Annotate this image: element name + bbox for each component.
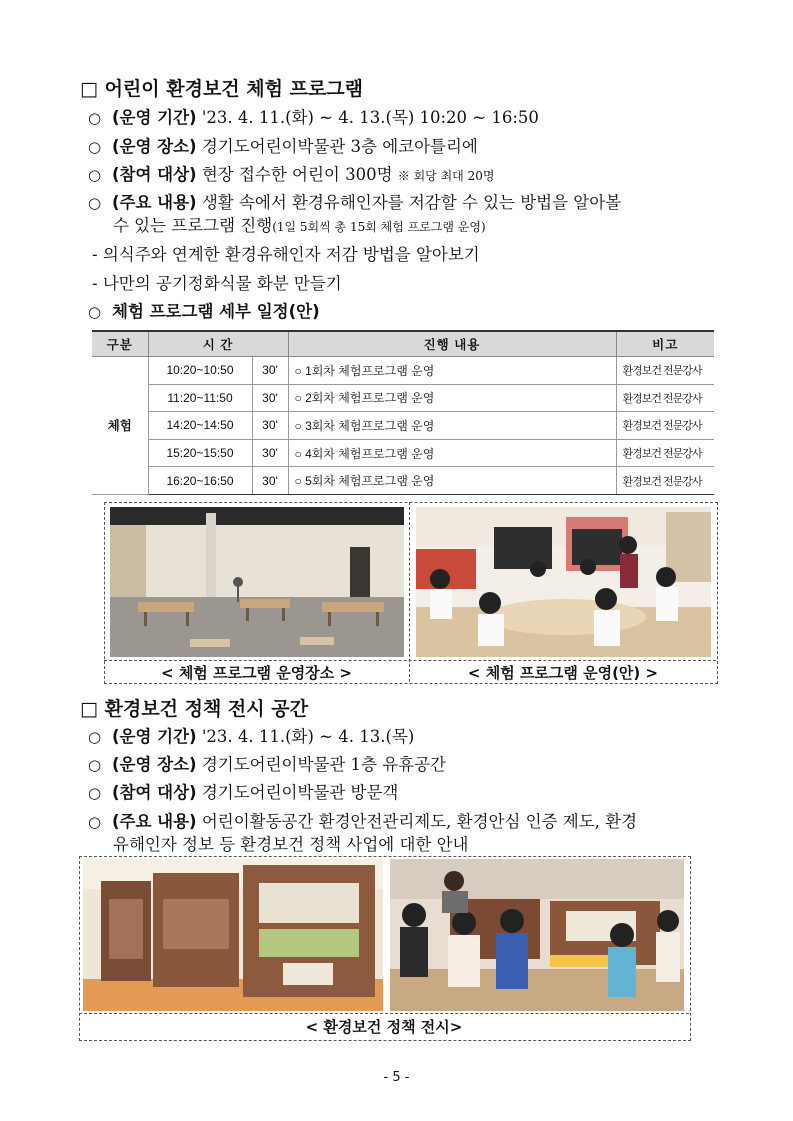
duration-cell: 30' [252,467,288,495]
content-cell: ○ 5회차 체험프로그램 운영 [288,467,616,495]
s1-period-line [88,104,539,128]
header-note: 비고 [616,331,714,357]
content-cell: ○ 2회차 체험프로그램 운영 [288,384,616,412]
s2-content-label: (주요 내용) [112,812,197,831]
s1-content-note: (1일 5회씩 총 15회 체험 프로그램 운영) [272,220,486,234]
caption-divider [104,660,716,661]
caption-program: < 체험 프로그램 운영(안) > [467,664,659,682]
note-cell: 환경보건 전문강사 [616,384,714,412]
s1-content-line [88,189,621,213]
content-cell: ○ 3회차 체험프로그램 운영 [288,412,616,440]
bullet-icon: ○ [88,138,102,156]
s1-target-value: 현장 접수한 어린이 300명 [196,165,398,184]
s2-venue-value: 경기도어린이박물관 1층 유휴공간 [196,755,446,774]
schedule-title-line [88,298,320,322]
bullet-icon: ○ [88,109,102,127]
venue-photo [110,507,404,657]
page-number: - 5 - [383,1070,410,1085]
exhibition-panels-photo [83,859,383,1011]
s1-content-label: (주요 내용) [112,193,197,212]
s1-target-line [88,161,494,185]
time-cell: 10:20~10:50 [148,357,252,385]
schedule-table [92,330,714,495]
program-photo [416,507,711,657]
table-row [92,439,714,467]
s2-target-line [88,779,398,803]
content-cell: ○ 4회차 체험프로그램 운영 [288,439,616,467]
note-cell: 환경보건 전문강사 [616,467,714,495]
caption-venue: < 체험 프로그램 운영장소 > [161,664,352,682]
s2-target-value: 경기도어린이박물관 방문객 [196,783,399,802]
time-cell: 11:20~11:50 [148,384,252,412]
s2-venue-label: (운영 장소) [112,755,197,774]
note-cell: 환경보건 전문강사 [616,412,714,440]
time-cell: 14:20~14:50 [148,412,252,440]
bullet-icon: ○ [88,813,102,831]
section1-heading: □ 어린이 환경보건 체험 프로그램 [80,78,364,100]
header-content: 진행 내용 [288,331,616,357]
content-cell: ○ 1회차 체험프로그램 운영 [288,357,616,385]
duration-cell: 30' [252,439,288,467]
table-row [92,412,714,440]
s1-content-value2: 수 있는 프로그램 진행 [113,216,273,235]
s1-target-note: ※ 회당 최대 20명 [397,169,495,183]
exhibition-visitors-photo [390,859,684,1011]
bullet-icon: ○ [88,303,102,321]
bullet-icon: ○ [88,166,102,184]
photo-divider [409,502,410,682]
s1-content-line2 [113,212,486,236]
s1-period-label: (운영 기간) [112,108,197,127]
s1-venue-value: 경기도어린이박물관 3층 에코아틀리에 [196,137,478,156]
s2-target-label: (참여 대상) [112,783,197,802]
s1-period-value: '23. 4. 11.(화) ~ 4. 13.(목) 10:20 ~ 16:50 [196,108,539,127]
duration-cell: 30' [252,412,288,440]
s2-content-value: 어린이활동공간 환경안전관리제도, 환경안심 인증 제도, 환경 [196,812,638,831]
bullet-icon: ○ [88,784,102,802]
table-row [92,357,714,385]
s2-content-line [88,808,637,832]
header-category: 구분 [92,331,148,357]
s2-content-line2: 유해인자 정보 등 환경보건 정책 사업에 대한 안내 [113,835,469,854]
note-cell: 환경보건 전문강사 [616,357,714,385]
table-row [92,384,714,412]
s1-venue-line [88,133,478,157]
s2-venue-line [88,751,446,775]
note-cell: 환경보건 전문강사 [616,439,714,467]
bullet-icon: ○ [88,194,102,212]
duration-cell: 30' [252,357,288,385]
table-header-row [92,331,714,357]
s1-dash2: - 나만의 공기정화식물 화분 만들기 [92,274,342,293]
s2-period-line [88,723,414,747]
time-cell: 15:20~15:50 [148,439,252,467]
time-cell: 16:20~16:50 [148,467,252,495]
caption-divider-2 [79,1013,689,1014]
category-cell: 체험 [92,357,148,495]
s2-period-label: (운영 기간) [112,727,197,746]
s1-venue-label: (운영 장소) [112,137,197,156]
duration-cell: 30' [252,384,288,412]
bullet-icon: ○ [88,728,102,746]
header-time: 시 간 [148,331,288,357]
s2-period-value: '23. 4. 11.(화) ~ 4. 13.(목) [196,727,415,746]
schedule-title: 체험 프로그램 세부 일정(안) [112,302,320,321]
s1-dash1: - 의식주와 연계한 환경유해인자 저감 방법을 알아보기 [92,245,480,264]
table-row [92,467,714,495]
bullet-icon: ○ [88,756,102,774]
s1-content-value: 생활 속에서 환경유해인자를 저감할 수 있는 방법을 알아볼 [196,193,622,212]
s1-target-label: (참여 대상) [112,165,197,184]
caption-exhibition: < 환경보건 정책 전시> [305,1018,463,1036]
section2-heading: □ 환경보건 정책 전시 공간 [80,698,308,720]
